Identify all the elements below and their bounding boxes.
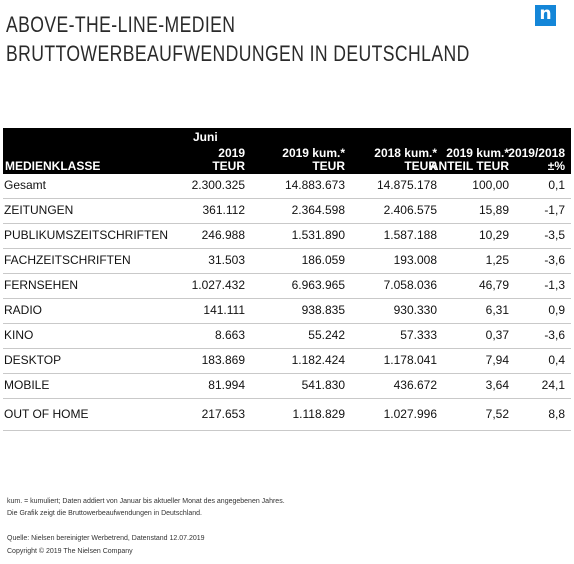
- table-row: [3, 199, 571, 224]
- cell-2018-kum: 1.178.041: [383, 353, 437, 367]
- header-col5-top: 2019/2018: [508, 146, 565, 160]
- source-note: Quelle: Nielsen bereinigter Werbetrend, Datenstand 12.07.2019: [7, 535, 205, 542]
- cell-2019: 2.300.325: [191, 178, 245, 192]
- cell-2018-kum: 436.672: [393, 378, 437, 392]
- table-row: [3, 399, 571, 431]
- cell-2018-kum: 2.406.575: [383, 203, 437, 217]
- cell-2019-kum: 55.242: [308, 328, 345, 342]
- cell-change: -3,6: [544, 328, 565, 342]
- header-col4-top: 2019 kum.*: [446, 146, 509, 160]
- cell-change: 24,1: [541, 378, 565, 392]
- cell-medienklasse: Gesamt: [4, 178, 47, 192]
- cell-anteil: 1,25: [485, 253, 509, 267]
- header-month: Juni: [193, 130, 218, 144]
- cell-change: 0,1: [548, 178, 565, 192]
- cell-anteil: 0,37: [485, 328, 509, 342]
- cell-medienklasse: PUBLIKUMSZEITSCHRIFTEN: [4, 228, 169, 242]
- table-header: [3, 128, 571, 174]
- cell-change: -1,3: [544, 278, 565, 292]
- cell-anteil: 15,89: [478, 203, 509, 217]
- header-col1-bottom: TEUR: [212, 159, 245, 173]
- cell-2019-kum: 14.883.673: [284, 178, 345, 192]
- page-title: [6, 10, 470, 68]
- cell-medienklasse: KINO: [4, 328, 34, 342]
- cell-2019: 1.027.432: [191, 278, 245, 292]
- media-spend-table: [3, 128, 571, 421]
- table-row: [3, 324, 571, 349]
- cell-change: -1,7: [544, 203, 565, 217]
- table-row: [3, 274, 571, 299]
- cell-2019: 81.994: [208, 378, 245, 392]
- cell-anteil: 7,94: [485, 353, 509, 367]
- cell-anteil: 3,64: [485, 378, 509, 392]
- cell-2018-kum: 1.587.188: [383, 228, 437, 242]
- cell-medienklasse: MOBILE: [4, 378, 50, 392]
- cell-2019: 141.111: [203, 303, 245, 317]
- header-col1-top: 2019: [218, 146, 245, 160]
- table-row: [3, 349, 571, 374]
- cell-2019: 183.869: [201, 353, 245, 367]
- cell-2018-kum: 7.058.036: [383, 278, 437, 292]
- copyright-note: Copyright © 2019 The Nielsen Company: [7, 548, 133, 555]
- cell-2019: 31.503: [208, 253, 245, 267]
- footnote-kum: kum. = kumuliert; Daten addiert von Januar bis aktueller Monat des angegebenen Jahres.: [7, 498, 285, 505]
- nielsen-logo-icon: n: [535, 5, 556, 26]
- table-row: [3, 249, 571, 274]
- table-row: [3, 174, 571, 199]
- cell-change: 8,8: [548, 407, 565, 421]
- cell-anteil: 10,29: [478, 228, 509, 242]
- cell-2018-kum: 193.008: [393, 253, 437, 267]
- cell-change: 0,4: [548, 353, 565, 367]
- cell-2019-kum: 541.830: [301, 378, 345, 392]
- cell-anteil: 6,31: [485, 303, 509, 317]
- cell-2019-kum: 186.059: [301, 253, 345, 267]
- table-row: [3, 374, 571, 399]
- cell-2018-kum: 57.333: [400, 328, 437, 342]
- cell-2019: 217.653: [201, 407, 245, 421]
- cell-2018-kum: 14.875.178: [376, 178, 437, 192]
- cell-2019: 361.112: [202, 203, 245, 217]
- table-row: [3, 224, 571, 249]
- header-col2-bottom: TEUR: [312, 159, 345, 173]
- cell-medienklasse: RADIO: [4, 303, 43, 317]
- header-col5-bottom: ±%: [547, 159, 565, 173]
- cell-2019-kum: 938.835: [301, 303, 345, 317]
- cell-change: -3,6: [544, 253, 565, 267]
- header-col4-bottom: ANTEIL TEUR: [429, 159, 509, 173]
- cell-2019-kum: 6.963.965: [291, 278, 345, 292]
- footnote-description: Die Grafik zeigt die Bruttowerbeaufwendungen in Deutschland.: [7, 510, 202, 517]
- header-col3-bottom: TEUR: [404, 159, 437, 173]
- cell-medienklasse: FERNSEHEN: [4, 278, 79, 292]
- cell-2019-kum: 1.531.890: [291, 228, 345, 242]
- cell-2019-kum: 1.182.424: [291, 353, 345, 367]
- cell-change: -3,5: [544, 228, 565, 242]
- cell-anteil: 100,00: [472, 178, 509, 192]
- cell-medienklasse: ZEITUNGEN: [4, 203, 74, 217]
- cell-anteil: 7,52: [485, 407, 509, 421]
- cell-2019-kum: 2.364.598: [291, 203, 345, 217]
- header-col2-top: 2019 kum.*: [282, 146, 345, 160]
- header-medienklasse: MEDIENKLASSE: [5, 159, 101, 173]
- cell-2018-kum: 930.330: [393, 303, 437, 317]
- cell-2019-kum: 1.118.829: [292, 407, 345, 421]
- header-col3-top: 2018 kum.*: [374, 146, 437, 160]
- title-line-1: ABOVE-THE-LINE-MEDIEN: [6, 12, 236, 37]
- cell-medienklasse: DESKTOP: [4, 353, 62, 367]
- title-line-2: BRUTTOWERBEAUFWENDUNGEN IN DEUTSCHLAND: [6, 41, 470, 66]
- cell-medienklasse: OUT OF HOME: [4, 407, 89, 421]
- cell-change: 0,9: [548, 303, 565, 317]
- cell-2019: 246.988: [201, 228, 245, 242]
- cell-anteil: 46,79: [478, 278, 509, 292]
- cell-2018-kum: 1.027.996: [383, 407, 437, 421]
- cell-medienklasse: FACHZEITSCHRIFTEN: [4, 253, 131, 267]
- table-row: [3, 299, 571, 324]
- cell-2019: 8.663: [214, 328, 245, 342]
